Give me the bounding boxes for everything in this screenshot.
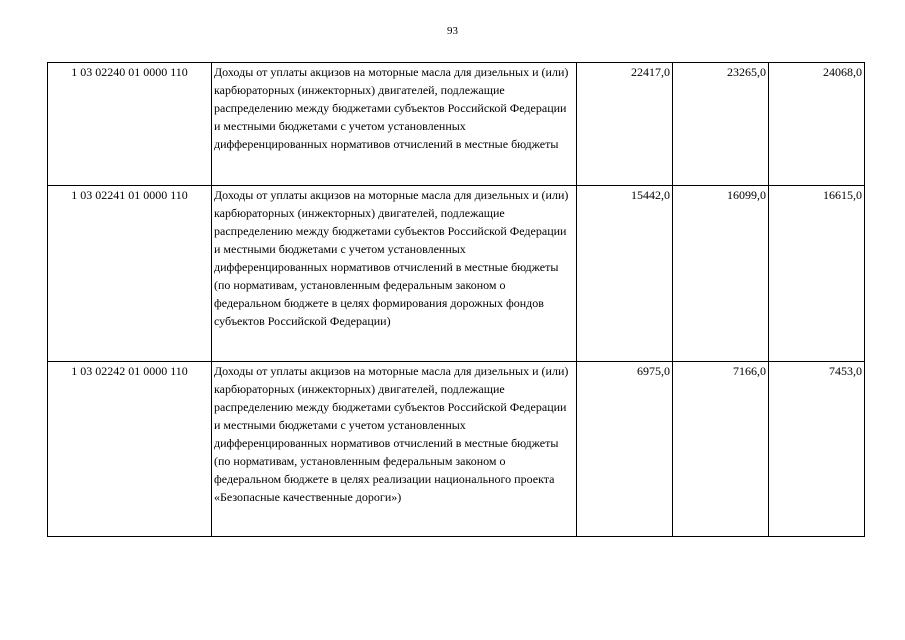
- amount-year-3: 24068,0: [769, 63, 865, 186]
- budget-classification-code: 1 03 02242 01 0000 110: [48, 362, 212, 537]
- table-row: [48, 63, 865, 186]
- revenue-description: Доходы от уплаты акцизов на моторные масла для дизельных и (или) карбюраторных (инжекторных) двигателей, подлежащие распределению между бюджетами субъектов Российской Федерации и местными бюджетами с учетом установленных дифференцированных нормативов отчислений в местные бюджеты (по нормативам, установленным федеральным законом о федеральном бюджете в целях реализации национального проекта «Безопасные качественные дороги»): [212, 362, 577, 537]
- amount-year-3: 7453,0: [769, 362, 865, 537]
- revenue-description: Доходы от уплаты акцизов на моторные масла для дизельных и (или) карбюраторных (инжекторных) двигателей, подлежащие распределению между бюджетами субъектов Российской Федерации и местными бюджетами с учетом установленных дифференцированных нормативов отчислений в местные бюджеты (по нормативам, установленным федеральным законом о федеральном бюджете в целях формирования дорожных фондов субъектов Российской Федерации): [212, 186, 577, 362]
- table-row: [48, 362, 865, 537]
- budget-classification-code: 1 03 02240 01 0000 110: [48, 63, 212, 186]
- budget-revenue-table: [47, 62, 865, 537]
- table-row: [48, 186, 865, 362]
- revenue-description: Доходы от уплаты акцизов на моторные масла для дизельных и (или) карбюраторных (инжекторных) двигателей, подлежащие распределению между бюджетами субъектов Российской Федерации и местными бюджетами с учетом установленных дифференцированных нормативов отчислений в местные бюджеты: [212, 63, 577, 186]
- amount-year-2: 23265,0: [673, 63, 769, 186]
- amount-year-1: 22417,0: [577, 63, 673, 186]
- amount-year-2: 7166,0: [673, 362, 769, 537]
- amount-year-1: 15442,0: [577, 186, 673, 362]
- budget-classification-code: 1 03 02241 01 0000 110: [48, 186, 212, 362]
- amount-year-1: 6975,0: [577, 362, 673, 537]
- page-number: 93: [447, 25, 458, 37]
- amount-year-2: 16099,0: [673, 186, 769, 362]
- amount-year-3: 16615,0: [769, 186, 865, 362]
